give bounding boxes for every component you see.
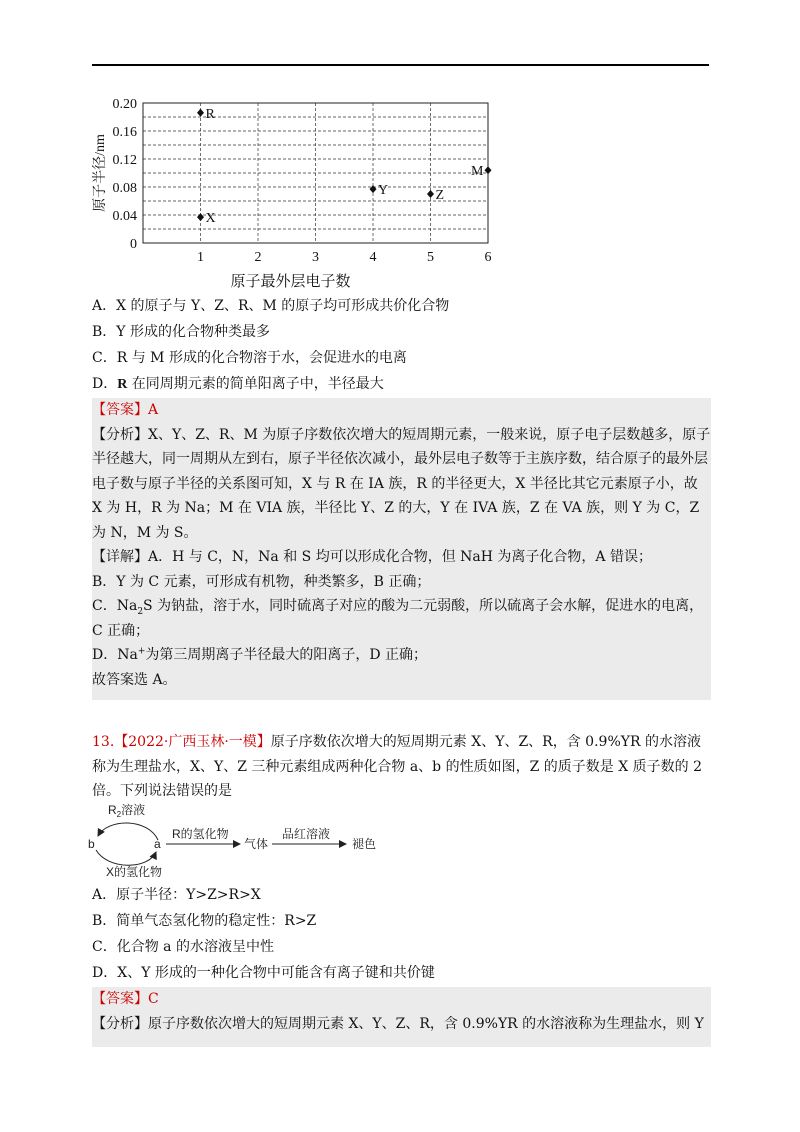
q12-option-c: C．R 与 M 形成的化合物溶于水，会促进水的电离 <box>92 350 407 366</box>
point-label-z: Z <box>435 188 445 203</box>
diagram-node-a: a <box>154 837 161 851</box>
diagram-bottom-label: X的氢化物 <box>106 865 163 879</box>
x-tick-label: 3 <box>312 250 319 265</box>
q13-stem <box>92 730 711 804</box>
q13-analysis: 【分析】原子序数依次增大的短周期元素 X、Y、Z、R，含 0.9%YR 的水溶液称为生理盐水，则 Y <box>92 1015 704 1032</box>
header-rule <box>92 64 709 66</box>
q13-option-b: B．简单气态氢化物的稳定性：R>Z <box>92 913 317 929</box>
q12-option-d-symbol: R <box>117 377 128 392</box>
diagram-node-b: b <box>88 837 95 851</box>
x-tick-label: 2 <box>254 250 262 265</box>
arrow-a-to-b <box>98 823 158 840</box>
diagram-gas: 气体 <box>244 837 269 851</box>
q12-option-d <box>92 374 384 395</box>
diagram-arrow2-label: 品红溶液 <box>282 827 331 841</box>
x-tick-label: 4 <box>369 250 377 265</box>
diagram-top-label: $R_2$溶液 <box>108 803 146 819</box>
q13-source: 【2022·广西玉林·一模】 <box>114 734 271 750</box>
q12-answer: 【答案】A <box>92 402 159 418</box>
q13-option-d: D．X、Y 形成的一种化合物中可能含有离子键和共价键 <box>92 965 435 981</box>
q12-option-d-text: 在同周期元素的简单阳离子中，半径最大 <box>127 376 384 392</box>
point-label-m: M <box>471 164 484 180</box>
q12-option-b: B．Y 形成的化合物种类最多 <box>92 324 270 340</box>
q13-stem-text: 原子序数依次增大的短周期元素 X、Y、Z、R，含 0.9%YR 的水溶液称为生理盐水，X、Y、Z 三种元素组成两种化合物 a、b 的性质如图，Z 的质子数是 X 质子数的 2 倍。下列说法错误的是 <box>92 734 702 799</box>
q12-option-d-prefix: D． <box>92 376 118 392</box>
diagram-arrow1-label: R的氢化物 <box>172 827 229 841</box>
data-point-r <box>197 109 204 117</box>
q13-answer: 【答案】C <box>92 991 159 1007</box>
y-tick-label: 0.04 <box>112 209 137 224</box>
point-label-y: Y <box>378 183 389 199</box>
y-tick-label: 0 <box>130 237 137 252</box>
x-tick-label: 1 <box>197 250 204 265</box>
y-axis-label: 原子半径/nm <box>93 134 108 212</box>
point-label-r: R <box>205 106 215 122</box>
atomic-radius-chart <box>90 90 520 290</box>
q12-detail-d-sup: + <box>137 646 146 657</box>
x-tick-label: 6 <box>484 250 492 265</box>
q12-detail-c <box>92 594 711 643</box>
q12-detail-d <box>92 643 711 668</box>
q12-detail-d-part2: 为第三周期离子半径最大的阳离子，D 正确； <box>145 647 428 663</box>
arrow-b-to-a <box>96 850 156 865</box>
q12-conclusion: 故答案选 A。 <box>92 671 177 688</box>
q13-option-a: A．原子半径：Y>Z>R>X <box>92 887 261 903</box>
diagram-result: 褪色 <box>352 837 377 851</box>
q13-option-c: C．化合物 a 的水溶液呈中性 <box>92 939 274 955</box>
q12-detail-b: B．Y 为 C 元素，可形成有机物，种类繁多，B 正确； <box>92 573 431 590</box>
q13-number: 13. <box>92 734 115 750</box>
reaction-diagram <box>88 800 408 880</box>
q12-detail-d-part1: D．Na <box>92 647 138 663</box>
q12-detail-c-part2: S 为钠盐，溶于水，同时硫离子对应的酸为二元弱酸，所以硫离子会水解，促进水的电离，C 正确； <box>92 598 704 639</box>
data-point-y <box>370 185 377 193</box>
q12-option-a: A．X 的原子与 Y、Z、R、M 的原子均可形成共价化合物 <box>92 298 450 314</box>
data-point-z <box>427 190 434 198</box>
x-tick-label: 5 <box>427 250 434 265</box>
q12-solution-block <box>92 398 711 700</box>
q12-detail-a: 【详解】A．H 与 C，N，Na 和 S 均可以形成化合物，但 NaH 为离子化合物，A 错误； <box>92 549 652 565</box>
y-tick-label: 0.08 <box>112 181 137 196</box>
q12-analysis: 【分析】X、Y、Z、R、M 为原子序数依次增大的短周期元素，一般来说，原子电子层数越多，原子半径越大，同一周期从左到右，原子半径依次减小，最外层电子数等于主族序数，结合原子的最外层电子数与原子半径的关系图可知，X 与 R 在 IA 族，R 的半径更大，X 半径比其它元素原子小，故 X 为 H，R 为 Na；M 在 VIA 族，半径比 Y、Z 的大，Y 在 IVA 族，Z 在 VA 族，则 Y 为 C，Z 为 N，M 为 S。 <box>92 426 711 541</box>
data-point-x <box>197 213 204 221</box>
y-tick-label: 0.20 <box>112 97 137 112</box>
point-label-x: X <box>205 211 216 227</box>
q13-solution-block <box>92 987 711 1047</box>
x-axis-label: 原子最外层电子数 <box>230 274 351 290</box>
q12-detail-c-part1: C．Na <box>92 598 138 614</box>
q12-detail-c-sub: 2 <box>137 606 144 617</box>
y-tick-label: 0.16 <box>112 125 137 140</box>
y-tick-label: 0.12 <box>112 153 137 168</box>
